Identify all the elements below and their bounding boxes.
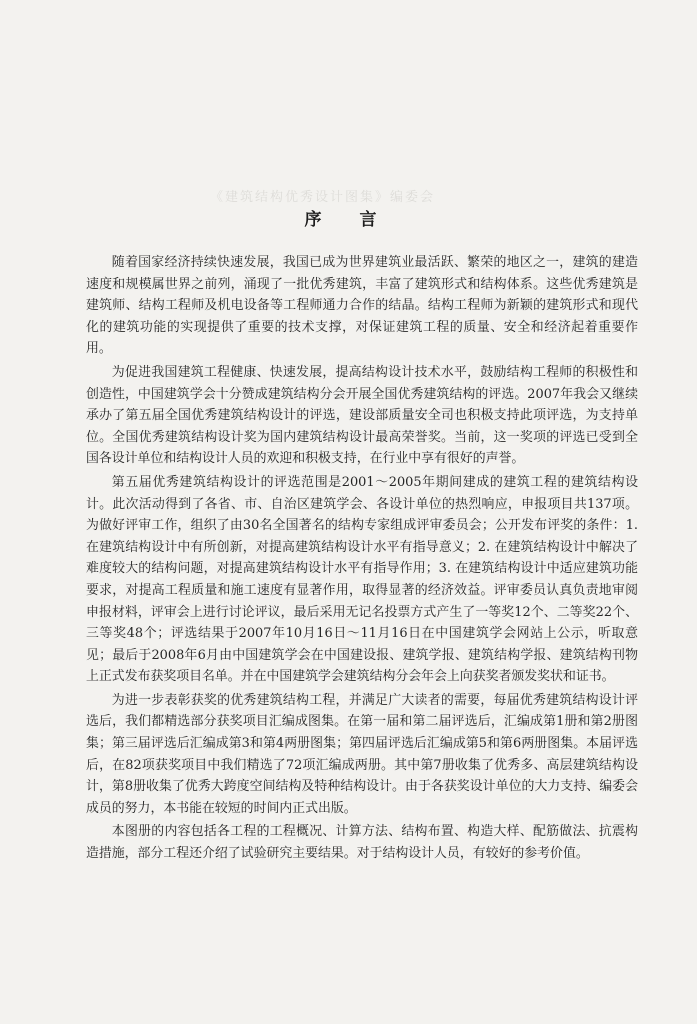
bleed-through-text: 《建筑结构优秀设计图集》编委会 [210,190,436,205]
paragraph-1: 随着国家经济持续快速发展，我国已成为世界建筑业最活跃、繁荣的地区之一，建筑的建造速度和规模属世界之前列，涌现了一批优秀建筑，丰富了建筑形式和结构体系。这些优秀建筑是建筑师、结构工程师及机电设备等工程师通力合作的结晶。结构工程师为新颖的建筑形式和现代化的建筑功能的实现提供了重要的技术支撑，对保证建筑工程的质量、安全和经济起着重要作用。 [86,255,638,357]
paragraph-3: 第五届优秀建筑结构设计的评选范围是2001～2005年期间建成的建筑工程的建筑结构设计。此次活动得到了各省、市、自治区建筑学会、各设计单位的热烈响应，申报项目共137项。为做好评审工作，组织了由30名全国著名的结构专家组成评审委员会；公开发布评奖的条件：1. 在建筑结构设计中有所创新，对提高建筑结构设计水平有指导意义；2. 在建筑结构设计中解决了难度较大的结构问题，对提高建筑结构设计水平有指导作用；3. 在建筑结构设计中适应建筑功能要求，对提高工程质量和施工速度有显著作用，取得显著的经济效益。评审委员认真负责地审阅申报材料，评审会上进行讨论评议，最后采用无记名投票方式产生了一等奖12个、二等奖22个、三等奖48个；评选结果于2007年10月16日～11月16日在中国建筑学会网站上公示，听取意见；最后于2008年6月由中国建筑学会在中国建设报、建筑学报、建筑结构学报、建筑结构刊物上正式发布获奖项目名单。并在中国建筑学会建筑结构分会年会上向获奖者颁发奖状和证书。 [86,474,638,685]
paragraph-4: 为进一步表彰获奖的优秀建筑结构工程，并满足广大读者的需要，每届优秀建筑结构设计评选后，我们都精选部分获奖项目汇编成图集。在第一届和第二届评选后，汇编成第1册和第2册图集；第三届评选后汇编成第3和第4两册图集；第四届评选后汇编成第5和第6两册图集。本届评选后，在82项获奖项目中我们精选了72项汇编成两册。其中第7册收集了优秀多、高层建筑结构设计，第8册收集了优秀大跨度空间结构及特种结构设计。由于各获奖设计单位的大力支持、编委会成员的努力，本书能在较短的时间内正式出版。 [86,692,638,816]
page-title: 序 言 [304,210,393,230]
paragraph-2: 为促进我国建筑工程健康、快速发展，提高结构设计技术水平，鼓励结构工程师的积极性和创造性，中国建筑学会十分赞成建筑结构分会开展全国优秀建筑结构的评选。2007年我会又继续承办了第五届全国优秀建筑结构设计的评选，建设部质量安全司也积极支持此项评选，为支持单位。全国优秀建筑结构设计奖为国内建筑结构设计最高荣誉奖。当前，这一奖项的评选已受到全国各设计单位和结构设计人员的欢迎和积极支持，在行业中享有很好的声誉。 [86,364,638,467]
paragraph-5: 本图册的内容包括各工程的工程概况、计算方法、结构布置、构造大样、配筋做法、抗震构造措施，部分工程还介绍了试验研究主要结果。对于结构设计人员，有较好的参考价值。 [86,824,638,862]
preface-body [86,252,638,867]
